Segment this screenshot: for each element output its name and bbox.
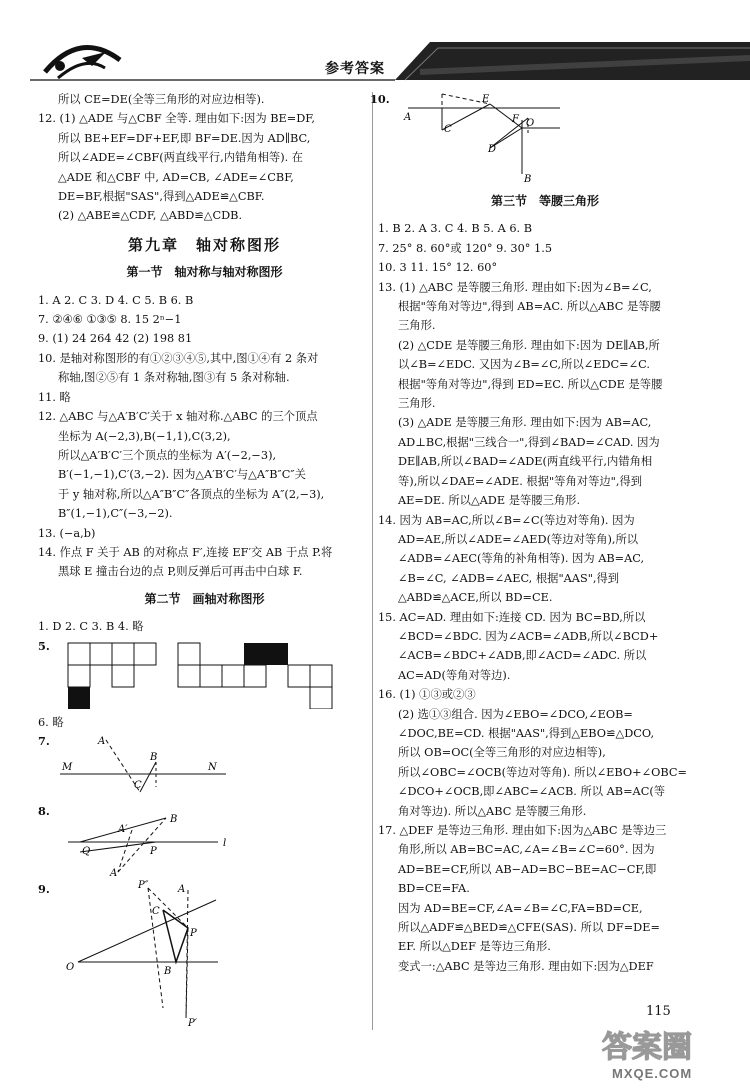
text-line: B″(1,−1),C″(−3,−2). — [58, 507, 173, 521]
text-line: 15. AC=AD. 理由如下:连接 CD. 因为 BC=BD,所以 — [378, 610, 646, 624]
text-line: 所以 CE=DE(全等三角形的对应边相等). — [58, 93, 265, 106]
chapter-title: 第九章 轴对称图形 — [127, 235, 281, 254]
fig-number: 10. — [370, 92, 390, 106]
text-line: 黑球 E 撞击台边的点 P,则反弹后可再击中白球 F. — [58, 565, 303, 579]
text-line: 三角形. — [398, 397, 436, 411]
text-line: (2) △CDE 是等腰三角形. 理由如下:因为 DE∥AB,所 — [398, 338, 660, 352]
text-line: ∠DCO+∠OCB,即∠ABC=∠ACB. 所以 AB=AC(等 — [398, 785, 666, 799]
text-line: 1. D 2. C 3. B 4. 略 — [38, 620, 144, 634]
text-line: AE=DE. 所以△ADE 是等腰三角形. — [398, 494, 581, 508]
point-label: P — [190, 927, 197, 939]
text-line: 称轴,图②⑤有 1 条对称轴,图③有 5 条对称轴. — [58, 371, 290, 385]
column-divider — [372, 92, 373, 1030]
text-line: AD=AE,所以∠ADE=∠AED(等边对等角),所以 — [398, 532, 639, 546]
point-label: C — [444, 124, 452, 135]
text-line: B′(−1,−1),C′(3,−2). 因为△A′B′C′与△A″B″C″关 — [58, 468, 306, 482]
reflection-diagram — [38, 880, 368, 1030]
text-line: 12. △ABC 与△A′B′C′关于 x 轴对称.△ABC 的三个顶点 — [38, 410, 318, 424]
point-label: P″ — [138, 879, 149, 891]
text-line: (2) △ABE≌△CDF, △ABD≌△CDB. — [58, 209, 243, 223]
point-label: A — [98, 735, 106, 747]
point-label: C — [152, 905, 160, 917]
reflection-diagram — [38, 802, 368, 880]
point-label: A — [110, 867, 118, 879]
text-line: BD=CE=FA. — [398, 882, 470, 896]
text-line: 1. B 2. A 3. C 4. B 5. A 6. B — [378, 222, 533, 236]
text-line: 7. 25° 8. 60°或 120° 9. 30° 1.5 — [378, 241, 553, 255]
text-line: 6. 略 — [38, 715, 64, 729]
text-line: 等),所以∠DAE=∠ADE. 根据"等角对等边",得到 — [398, 474, 643, 488]
text-line: 17. △DEF 是等边三角形. 理由如下:因为△ABC 是等边三 — [378, 824, 667, 837]
reflection-diagram — [38, 732, 368, 802]
text-line: 13. (−a,b) — [38, 526, 96, 540]
section-title: 第二节 画轴对称图形 — [144, 591, 265, 606]
text-line: 10. 3 11. 15° 12. 60° — [378, 261, 498, 275]
text-line: ∠DOC,BE=CD. 根据"AAS",得到△EBO≌△DCO, — [398, 726, 655, 740]
text-line: DE∥AB,所以∠BAD=∠ADE(两直线平行,内错角相 — [398, 455, 653, 469]
text-line: 16. (1) ①③或②③ — [378, 688, 476, 702]
text-line: ∠BCD=∠BDC. 因为∠ACB=∠ADB,所以∠BCD+ — [398, 629, 659, 643]
header-title: 参考答案 — [325, 61, 385, 77]
section-title: 第一节 轴对称与轴对称图形 — [126, 265, 283, 280]
page-number: 115 — [646, 1004, 671, 1019]
fig-number: 7. — [38, 733, 50, 748]
point-label: O — [526, 118, 535, 129]
point-label: M — [62, 761, 73, 773]
text-line: 三角形. — [398, 319, 436, 333]
point-label: F — [512, 114, 519, 125]
text-line: DE=BF,根据"SAS",得到△ADE≌△CBF. — [58, 190, 265, 204]
text-line: 14. 作点 F 关于 AB 的对称点 F′,连接 EF′交 AB 于点 P.将 — [38, 545, 333, 559]
right-column — [370, 90, 712, 976]
point-label: N — [208, 761, 217, 773]
point-label: A — [404, 112, 412, 123]
point-label: E — [482, 94, 490, 105]
text-line: 坐标为 A(−2,3),B(−1,1),C(3,2), — [58, 429, 231, 443]
text-line: ∠ADB=∠AEC(等角的补角相等). 因为 AB=AC, — [398, 552, 645, 566]
text-line: AD⊥BC,根据"三线合一",得到∠BAD=∠CAD. 因为 — [398, 435, 660, 449]
left-column — [38, 90, 371, 1030]
grid-figure — [38, 637, 368, 709]
point-label: O — [66, 961, 75, 973]
text-line: 所以 BE+EF=DF+EF,即 BF=DE.因为 AD∥BC, — [58, 131, 311, 145]
text-line: (2) 选①③组合. 因为∠EBO=∠DCO,∠EOB= — [398, 707, 633, 721]
point-label: P′ — [188, 1017, 197, 1029]
text-line: 于 y 轴对称,所以△A″B″C″各顶点的坐标为 A″(2,−3), — [58, 487, 325, 501]
point-label: D — [488, 144, 497, 155]
text-line: 所以△ADF≌△BED≌△CFE(SAS). 所以 DF=DE= — [398, 921, 660, 935]
figure-8 — [38, 802, 371, 880]
text-line: 根据"等角对等边",得到 AB=AC. 所以△ABC 是等腰 — [398, 300, 661, 314]
text-line: 所以∠ADE=∠CBF(两直线平行,内错角相等). 在 — [58, 151, 304, 165]
point-label: B — [170, 813, 178, 825]
watermark-graphic — [600, 1025, 745, 1065]
text-line: 角形,所以 AB=BC=AC,∠A=∠B=∠C=60°. 因为 — [398, 843, 655, 857]
text-line: 11. 略 — [38, 390, 71, 404]
text-line: AD=BE=CF,所以 AB−AD=BC−BE=AC−CF,即 — [398, 862, 657, 876]
text-line: △ABD≌△ACE,所以 BD=CE. — [398, 591, 553, 605]
text-line: 1. A 2. C 3. D 4. C 5. B 6. B — [38, 293, 194, 307]
figure-9 — [38, 880, 371, 1030]
point-label: C — [134, 779, 142, 791]
point-label: P — [150, 845, 157, 857]
reflection-diagram — [378, 90, 708, 186]
figure-5 — [38, 637, 371, 709]
text-line: 9. (1) 24 264 42 (2) 198 81 — [38, 332, 193, 346]
figure-7 — [38, 732, 371, 802]
text-line: 根据"等角对等边",得到 ED=EC. 所以△CDE 是等腰 — [398, 377, 663, 391]
point-label: B — [164, 965, 172, 977]
text-line: 因为 AD=BE=CF,∠A=∠B=∠C,FA=BD=CE, — [398, 901, 643, 915]
text-line: 所以△A′B′C′三个顶点的坐标为 A′(−2,−3), — [58, 448, 277, 462]
text-line: AC=AD(等角对等边). — [398, 668, 511, 682]
text-line: 变式一:△ABC 是等边三角形. 理由如下:因为△DEF — [398, 959, 654, 973]
watermark-url: MXQE.COM — [612, 1066, 693, 1081]
text-line: △ADE 和△CBF 中, AD=CB, ∠ADE=∠CBF, — [58, 170, 294, 184]
point-label: B — [150, 751, 158, 763]
watermark-brand: 答案圈 — [602, 1030, 692, 1065]
text-line: 13. (1) △ABC 是等腰三角形. 理由如下:因为∠B=∠C, — [378, 280, 652, 294]
point-label: Q — [82, 845, 91, 857]
text-line: 7. ②④⑥ ①③⑤ 8. 15 2ⁿ−1 — [38, 313, 182, 327]
figure-10 — [370, 90, 712, 186]
text-line: 角对等边). 所以△ABC 是等腰三角形. — [398, 804, 587, 818]
text-line: 所以 OB=OC(全等三角形的对应边相等), — [398, 746, 606, 760]
fig-number: 9. — [38, 881, 50, 896]
text-line: 所以∠OBC=∠OCB(等边对等角). 所以∠EBO+∠OBC= — [398, 765, 687, 779]
page-header — [0, 0, 750, 90]
text-line: (3) △ADE 是等腰三角形. 理由如下:因为 AB=AC, — [398, 416, 652, 430]
point-label: A′ — [118, 823, 128, 835]
point-label: A — [178, 883, 186, 895]
section-title: 第三节 等腰三角形 — [490, 194, 599, 208]
point-label: l — [223, 837, 227, 849]
text-line: 10. 是轴对称图形的有①②③④⑤,其中,图①④有 2 条对 — [38, 351, 319, 365]
text-line: ∠B=∠C, ∠ADB=∠AEC, 根据"AAS",得到 — [398, 571, 620, 585]
text-line: ∠ACB=∠BDC+∠ADB,即∠ACD=∠ADC. 所以 — [398, 649, 647, 663]
point-label: B — [524, 174, 532, 185]
text-line: 12. (1) △ADE 与△CBF 全等. 理由如下:因为 BE=DF, — [38, 112, 315, 126]
text-line: 以∠B=∠EDC. 又因为∠B=∠C,所以∠EDC=∠C. — [398, 358, 650, 372]
fig-number: 5. — [38, 638, 50, 653]
text-line: EF. 所以△DEF 是等边三角形. — [398, 940, 551, 954]
fig-number: 8. — [38, 803, 50, 818]
text-line: 14. 因为 AB=AC,所以∠B=∠C(等边对等角). 因为 — [378, 513, 635, 527]
